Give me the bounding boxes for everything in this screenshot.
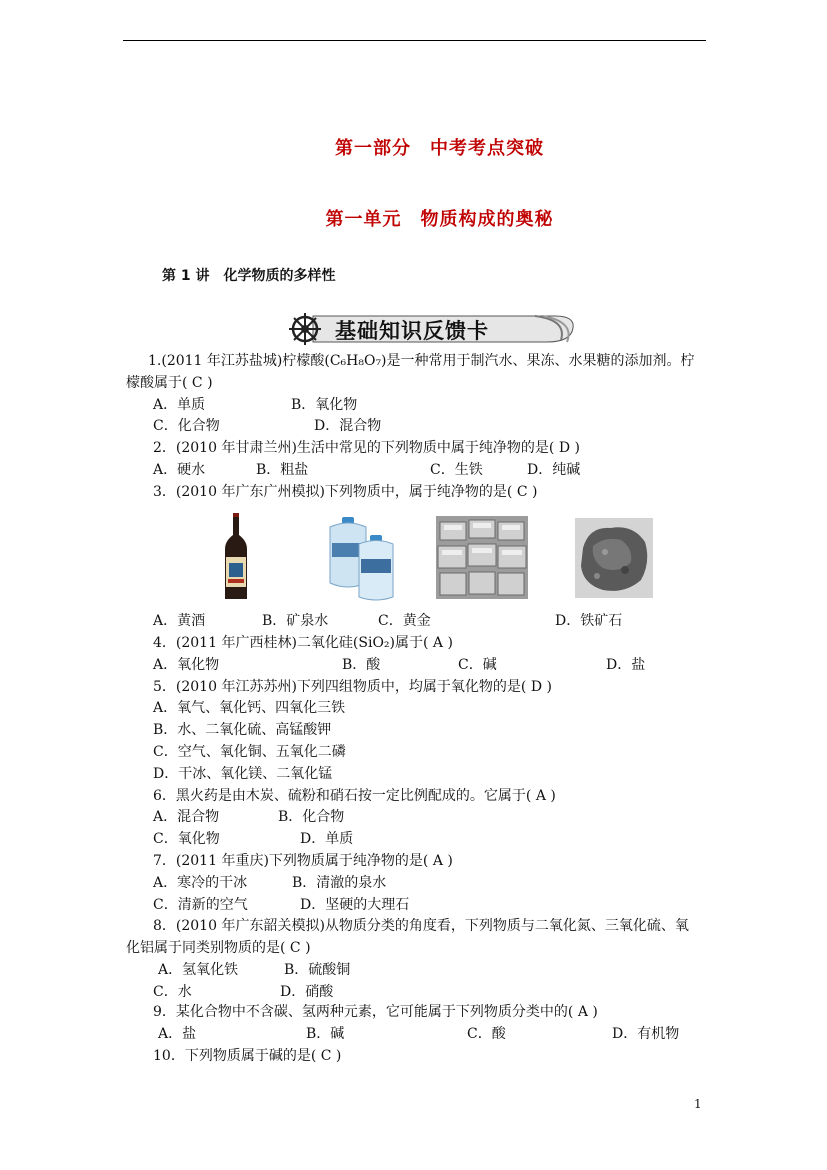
q7-option-c: C．清新的空气 — [153, 897, 248, 913]
q9-option-c: C．酸 — [467, 1026, 506, 1042]
q3-stem: 3．(2010 年广东广州模拟)下列物质中，属于纯净物的是( C ) — [153, 484, 538, 500]
q6-option-c: C．氧化物 — [153, 831, 220, 847]
q6-option-b: B．化合物 — [278, 809, 345, 825]
q4-stem: 4．(2011 年广西桂林)二氧化硅(SiO₂)属于( A ) — [153, 635, 453, 651]
q8-option-b: B．硫酸铜 — [284, 962, 351, 978]
q9-option-b: B．碱 — [306, 1026, 345, 1042]
page-number: 1 — [694, 1097, 702, 1111]
q2-option-a: A．硬水 — [153, 462, 206, 478]
part-title: 第一部分 中考考点突破 — [335, 138, 544, 159]
q3-option-c: C．黄金 — [378, 613, 431, 629]
q8-line2: 化铝属于同类别物质的是( C ) — [126, 940, 311, 956]
q9-stem: 9．某化合物中不含碳、氢两种元素，它可能属于下列物质分类中的( A ) — [153, 1004, 598, 1020]
q4-option-d: D．盐 — [606, 657, 646, 673]
q9-option-a: A．盐 — [158, 1026, 197, 1042]
q2-stem: 2．(2010 年甘肃兰州)生活中常见的下列物质中属于纯净物的是( D ) — [153, 440, 580, 456]
unit-title: 第一单元 物质构成的奥秘 — [325, 209, 554, 230]
q7-option-a: A．寒冷的干冰 — [153, 875, 248, 891]
iron-ore-image — [575, 518, 653, 598]
q6-option-d: D．单质 — [300, 831, 354, 847]
q1-option-c: C．化合物 — [153, 418, 220, 434]
q5-option-b: B．水、二氧化硫、高锰酸钾 — [153, 722, 332, 738]
q8-line1: 8．(2010 年广东韶关模拟)从物质分类的角度看，下列物质与二氧化氮、三氧化硫、氧 — [153, 918, 689, 934]
q9-option-d: D．有机物 — [612, 1026, 680, 1042]
q3-option-a: A．黄酒 — [153, 613, 206, 629]
q4-option-a: A．氧化物 — [153, 657, 220, 673]
section-banner — [285, 310, 575, 346]
q8-option-d: D．硝酸 — [280, 984, 334, 1000]
q2-option-b: B．粗盐 — [256, 462, 309, 478]
q1-option-b: B．氧化物 — [291, 397, 358, 413]
q5-option-c: C．空气、氧化铜、五氧化二磷 — [153, 744, 346, 760]
q1-option-d: D．混合物 — [314, 418, 382, 434]
q4-option-c: C．碱 — [458, 657, 497, 673]
q2-option-c: C．生铁 — [430, 462, 483, 478]
q3-option-b: B．矿泉水 — [262, 613, 329, 629]
gold-bars-image — [436, 516, 528, 599]
q8-option-c: C．水 — [153, 984, 192, 1000]
q5-stem: 5．(2010 年江苏苏州)下列四组物质中，均属于氧化物的是( D ) — [153, 679, 552, 695]
lesson-title: 第 1 讲 化学物质的多样性 — [162, 268, 336, 284]
banner-label: 基础知识反馈卡 — [335, 319, 489, 343]
q6-stem: 6．黑火药是由木炭、硫粉和硝石按一定比例配成的。它属于( A ) — [153, 788, 556, 804]
q6-option-a: A．混合物 — [153, 809, 220, 825]
water-jugs-image — [326, 513, 399, 603]
q5-option-a: A．氧气、氧化钙、四氧化三铁 — [153, 700, 346, 716]
q7-option-d: D．坚硬的大理石 — [300, 897, 410, 913]
q1-line2: 檬酸属于( C ) — [126, 375, 213, 391]
q2-option-d: D．纯碱 — [527, 462, 581, 478]
q7-stem: 7．(2011 年重庆)下列物质属于纯净物的是( A ) — [153, 853, 453, 869]
q8-option-a: A．氢氧化铁 — [158, 962, 239, 978]
q3-option-d: D．铁矿石 — [555, 613, 623, 629]
q4-option-b: B．酸 — [342, 657, 381, 673]
q10-stem: 10．下列物质属于碱的是( C ) — [153, 1048, 342, 1064]
header-rule — [123, 40, 706, 41]
wine-bottle-image — [222, 513, 250, 601]
q1-option-a: A．单质 — [153, 397, 206, 413]
q1-line1: 1.(2011 年江苏盐城)柠檬酸(C₆H₈O₇)是一种常用于制汽水、果冻、水果糖的添加剂。柠 — [148, 353, 695, 369]
q7-option-b: B．清澈的泉水 — [292, 875, 387, 891]
q5-option-d: D．干冰、氧化镁、二氧化锰 — [153, 766, 333, 782]
